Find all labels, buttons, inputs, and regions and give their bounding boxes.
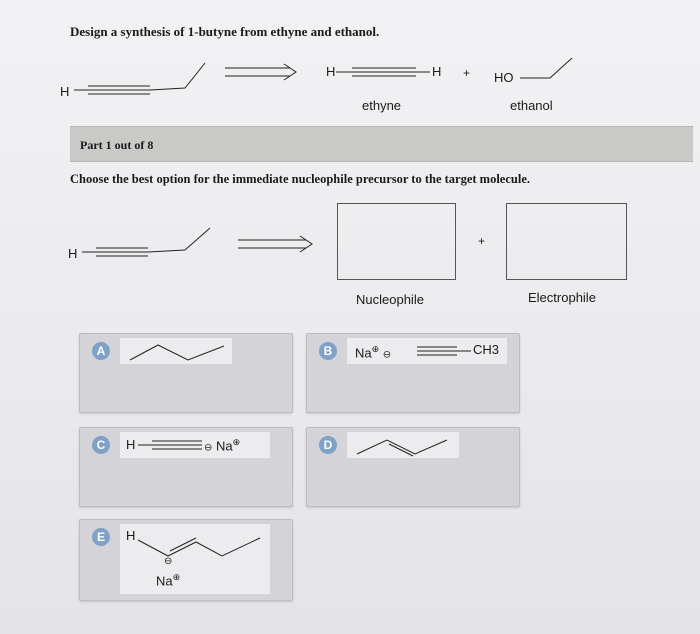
- option-d-card[interactable]: [306, 427, 520, 507]
- option-c-na-label: ⊖ Na⊕: [204, 437, 241, 454]
- option-e-anion-charge: ⊖: [164, 556, 173, 567]
- option-b-card[interactable]: [306, 333, 520, 413]
- option-e-card[interactable]: [79, 519, 293, 601]
- electrophile-drop-box[interactable]: [506, 203, 627, 280]
- option-d-structure: [347, 432, 459, 458]
- option-c-badge: C: [92, 436, 110, 454]
- option-a-structure: [120, 338, 232, 364]
- problem-title: Design a synthesis of 1-butyne from ethyne and ethanol.: [70, 24, 380, 39]
- option-b-ch3-label: CH3: [473, 342, 500, 357]
- plus-sign: +: [463, 66, 471, 80]
- electrophile-label: Electrophile: [528, 290, 596, 305]
- option-a-structure-area: [120, 338, 232, 364]
- ethanol-ho-label: HO: [494, 70, 514, 85]
- option-d-structure-area: [347, 432, 459, 458]
- option-a-badge: A: [92, 342, 110, 360]
- option-a-card[interactable]: [79, 333, 293, 413]
- option-c-h-label: H: [126, 437, 136, 452]
- option-e-badge: E: [92, 528, 110, 546]
- option-e-structure: [120, 524, 270, 594]
- question-text: Choose the best option for the immediate nucleophile precursor to the target molecule.: [70, 172, 531, 186]
- option-c-structure-area: [120, 432, 270, 458]
- target-h-label: H: [68, 246, 78, 261]
- part-label: Part 1 out of 8: [80, 138, 154, 152]
- option-c-card[interactable]: [79, 427, 293, 507]
- option-e-structure-area: [120, 524, 270, 594]
- option-d-badge: D: [319, 436, 337, 454]
- option-e-na-label: Na⊕: [156, 572, 181, 589]
- nucleophile-drop-box[interactable]: [337, 203, 456, 280]
- ethyne-h-left: H: [326, 64, 336, 79]
- option-b-structure-area: [347, 338, 507, 364]
- option-c-triple-bond: [120, 432, 270, 458]
- butyne-h-label: H: [60, 84, 70, 99]
- ethyne-h-right: H: [432, 64, 442, 79]
- target-plus-sign: +: [478, 234, 486, 248]
- option-b-badge: B: [319, 342, 337, 360]
- option-e-h-label: H: [126, 528, 136, 543]
- nucleophile-label: Nucleophile: [356, 292, 424, 307]
- ethyne-caption: ethyne: [362, 98, 402, 113]
- option-b-na-label: Na⊕ ⊖: [355, 344, 392, 361]
- ethanol-caption: ethanol: [510, 98, 553, 113]
